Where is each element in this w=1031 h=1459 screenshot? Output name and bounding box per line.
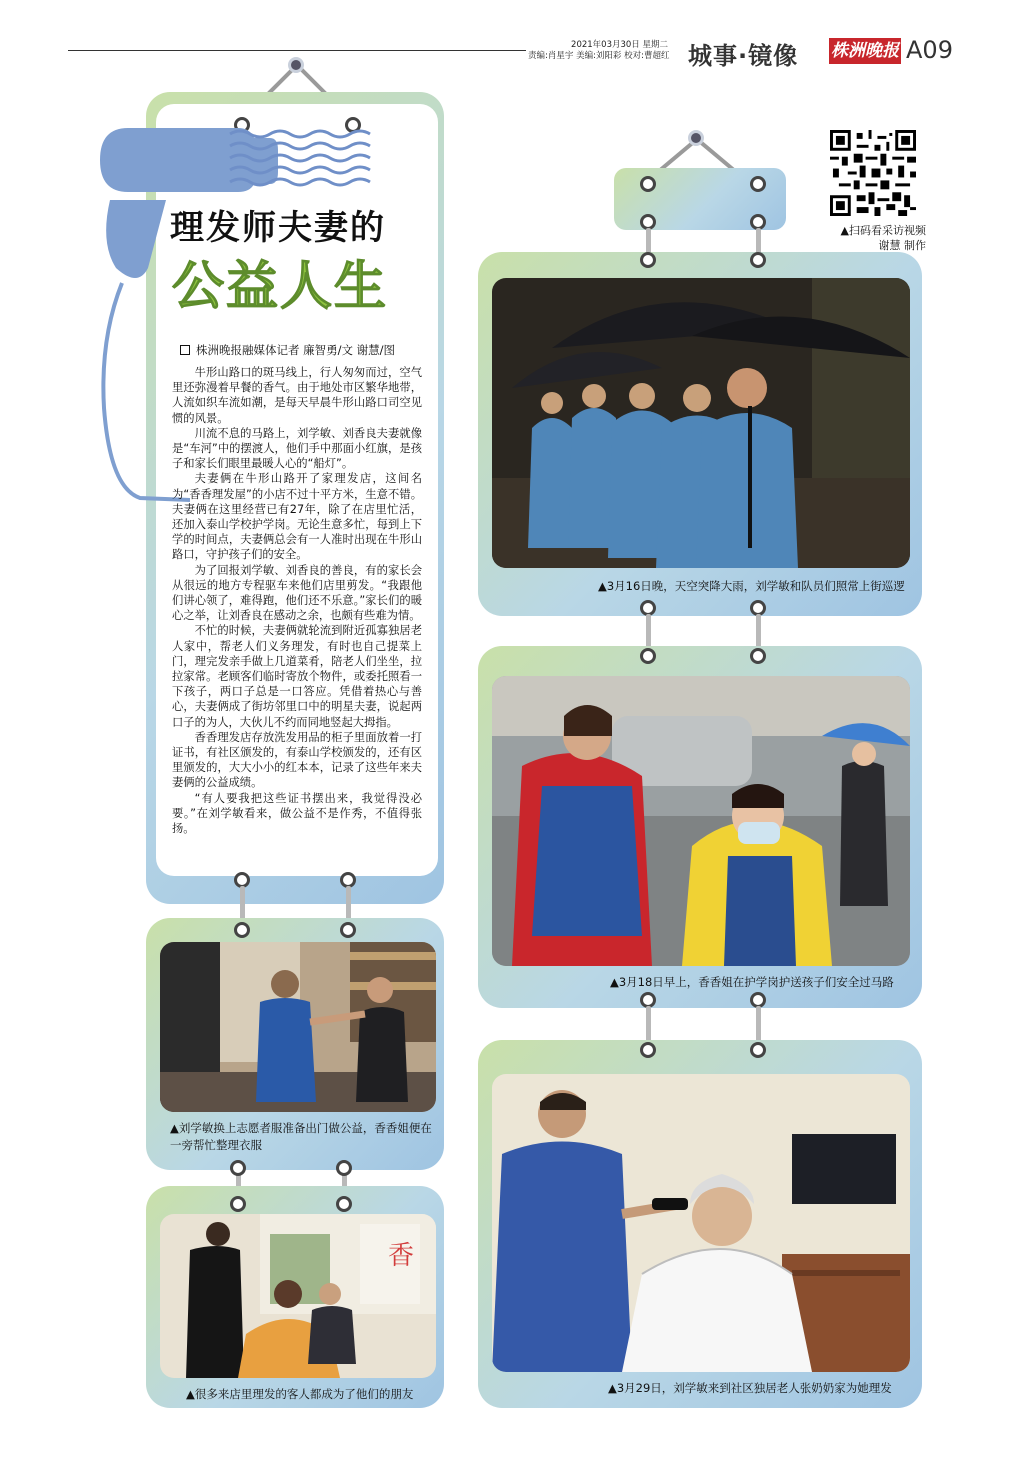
newspaper-logo: 株洲晚报 [829,38,901,64]
article-paragraph: 川流不息的马路上，刘学敏、刘香良夫妻就像是“车河”中的摆渡人，他们手中那面小红旗，是孩子和家长们眼里最暖人心的“船灯”。 [172,426,422,471]
panel-ring [230,1196,246,1212]
article-paragraph: 牛形山路口的斑马线上，行人匆匆而过，空气里还弥漫着早餐的香气。由于地处市区繁华地带，人流如织车流如潮，是每天早晨牛形山路口司空见惯的风景。 [172,366,422,425]
photo-rain-patrol [492,278,910,568]
panel-ring [336,1196,352,1212]
panel-ring [230,1160,246,1176]
header-date: 2021年03月30日 星期二 [571,40,668,50]
byline-box-icon [180,345,190,355]
header-staff: 责编:肖星宇 美编:刘阳彩 校对:曹超红 [528,51,670,61]
section-title: 城事·镜像 [688,42,799,70]
photo-caption: ▲很多来店里理发的客人都成为了他们的朋友 [186,1387,414,1401]
photo-shop-customers [160,1214,436,1378]
article-paragraph: 不忙的时候，夫妻俩就轮流到附近孤寡独居老人家中，帮老人们义务理发，有时也自己提菜上门，理完发亲手做上几道菜肴，陪老人们坐坐，拉拉家常。老顾客们临时寄放个物件，或委托照看一下孩子，两口子总是一口答应。凭借着热心与善心，夫妻俩成了街坊邻里口中的明星夫妻，说起两口子的为人，大伙儿不约而同地竖起大拇指。 [172,624,422,729]
photo-volunteer-vest [160,942,436,1112]
qr-code-icon [830,130,916,216]
photo-caption: ▲3月16日晚，天空突降大雨，刘学敏和队员们照常上街巡逻 [598,579,905,593]
photo-caption: ▲3月29日，刘学敏来到社区独居老人张奶奶家为她理发 [608,1381,892,1395]
panel-ring [750,1042,766,1058]
hanger-nail [688,130,704,146]
panel-ring [640,252,656,268]
header-meta [528,40,678,62]
panel-ring [340,922,356,938]
panel-ring [640,648,656,664]
panel-ring [750,176,766,192]
photo-caption: ▲3月18日早上，香香姐在护学岗护送孩子们安全过马路 [610,975,894,989]
byline [180,342,395,358]
article-paragraph: 香香理发店存放洗发用品的柜子里面放着一打证书，有社区颁发的，有泰山学校颁发的，还有区里颁发的，大大小小的红本本，记录了这些年来夫妻俩的公益成绩。 [172,730,422,790]
byline-text: 株洲晚报融媒体记者 廉智勇/文 谢慧/图 [196,343,396,357]
header-rule [68,50,526,51]
panel-ring [234,922,250,938]
photo-caption: ▲刘学敏换上志愿者服准备出门做公益，香香姐便在一旁帮忙整理衣服 [170,1121,432,1152]
article-body [172,365,422,836]
shop-sign-text: 香 [388,1241,415,1271]
article-title-line1: 理发师夫妻的 [170,208,386,248]
article-paragraph: 夫妻俩在牛形山路开了家理发店，这间名为“香香理发屋”的小店不过十平方米，生意不错。夫妻俩在这里经营已有27年，除了在店里忙活，还加入泰山学校护学岗。无论生意多忙，每到上下学的时间点，夫妻俩总会有一人准时出现在牛形山路口，守护孩子们的安全。 [172,472,422,562]
page-number: A09 [906,36,953,64]
panel-ring [750,252,766,268]
photo-home-haircut [492,1074,910,1372]
panel-ring [336,1160,352,1176]
article-title-line2: 公益人生 [172,257,389,317]
hanger-nail [288,57,304,73]
qr-caption-line1: ▲扫码看采访视频 [840,224,926,237]
panel-ring [640,1042,656,1058]
photo-crossing-guard [492,676,910,966]
article-paragraph: “有人要我把这些证书摆出来，我觉得没必要。”在刘学敏看来，做公益不是作秀，不值得张扬。 [172,791,422,836]
panel-ring [750,648,766,664]
panel-ring [640,176,656,192]
qr-caption-line2: 谢慧 制作 [878,239,926,252]
article-paragraph: 为了回报刘学敏、刘香良的善良，有的家长会从很远的地方专程驱车来他们店里剪发。“我跟他们讲心领了，难得跑，他们还不乐意。”家长们的暖心之举，让刘香良在感动之余，也颇有些难为情。 [172,563,422,623]
qr-caption [826,223,926,253]
